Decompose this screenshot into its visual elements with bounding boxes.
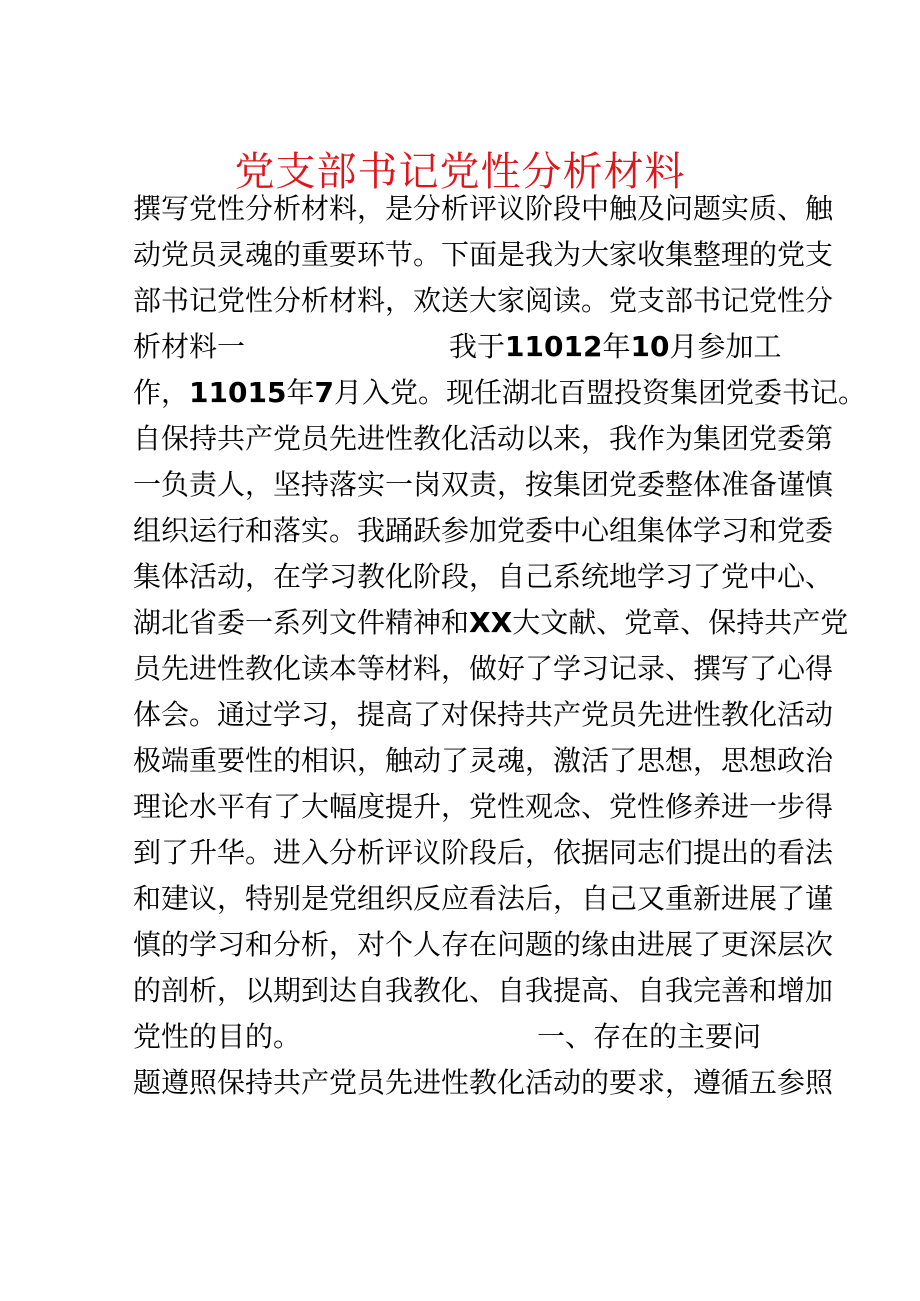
text-run: 月参加工 bbox=[669, 330, 782, 363]
paragraph-line: 集体活动，在学习教化阶段，自己系统地学习了党中心、 bbox=[133, 560, 834, 593]
text-run: 析材料一 bbox=[133, 330, 246, 363]
text-run: 作， bbox=[133, 376, 190, 409]
paragraph-line: 和建议，特别是党组织反应看法后，自己又重新进展了谨 bbox=[133, 882, 834, 915]
text-run: 湖北省委一系列文件精神和 bbox=[133, 606, 470, 639]
text-run: 年 bbox=[602, 330, 631, 363]
paragraph-line bbox=[133, 370, 866, 416]
paragraph-line: 自保持共产党员先进性教化活动以来，我作为集团党委第 bbox=[133, 422, 834, 455]
text-run: 月入党。现任湖北百盟投资集团党委书记。 bbox=[333, 376, 866, 409]
paragraph-line: 组织运行和落实。我踊跃参加党委中心组集体学习和党委 bbox=[133, 514, 834, 547]
text-run-bold: 10 bbox=[630, 330, 670, 363]
paragraph-line: 部书记党性分析材料，欢送大家阅读。党支部书记党性分 bbox=[133, 284, 834, 317]
paragraph-line bbox=[133, 600, 849, 646]
text-run-bold: 11015 bbox=[189, 376, 287, 409]
paragraph-line: 的剖析，以期到达自我教化、自我提高、自我完善和增加 bbox=[133, 974, 834, 1007]
text-run-bold: XX bbox=[469, 606, 513, 639]
paragraph-line bbox=[133, 324, 793, 370]
text-run-bold: 7 bbox=[314, 376, 334, 409]
text-run: 大文献、党章、保持共产党 bbox=[512, 606, 849, 639]
text-run-bold: 11012 bbox=[505, 330, 603, 363]
text-run: 年 bbox=[286, 376, 315, 409]
paragraph-line: 员先进性教化读本等材料，做好了学习记录、撰写了心得 bbox=[133, 652, 834, 685]
paragraph-line: 体会。通过学习，提高了对保持共产党员先进性教化活动 bbox=[133, 698, 834, 731]
paragraph-line: 极端重要性的相识，触动了灵魂，激活了思想，思想政治 bbox=[133, 744, 834, 777]
text-run: 我于 bbox=[449, 330, 506, 363]
paragraph-line bbox=[133, 1014, 793, 1060]
paragraph-line: 撰写党性分析材料，是分析评议阶段中触及问题实质、触 bbox=[133, 192, 834, 225]
text-run: 党性的目的。 bbox=[133, 1020, 302, 1053]
paragraph-line: 慎的学习和分析，对个人存在问题的缘由进展了更深层次 bbox=[133, 928, 834, 961]
paragraph-line: 一负责人，坚持落实一岗双责，按集团党委整体准备谨慎 bbox=[133, 468, 834, 501]
document-title: 党支部书记党性分析材料 bbox=[234, 149, 686, 195]
paragraph-line: 题遵照保持共产党员先进性教化活动的要求，遵循五参照 bbox=[133, 1066, 834, 1099]
section-heading: 一、存在的主要问 bbox=[537, 1020, 762, 1053]
paragraph-line: 到了升华。进入分析评议阶段后，依据同志们提出的看法 bbox=[133, 836, 834, 869]
document-body bbox=[133, 186, 866, 1106]
paragraph-line: 动党员灵魂的重要环节。下面是我为大家收集整理的党支 bbox=[133, 238, 834, 271]
paragraph-line: 理论水平有了大幅度提升，党性观念、党性修养进一步得 bbox=[133, 790, 834, 823]
